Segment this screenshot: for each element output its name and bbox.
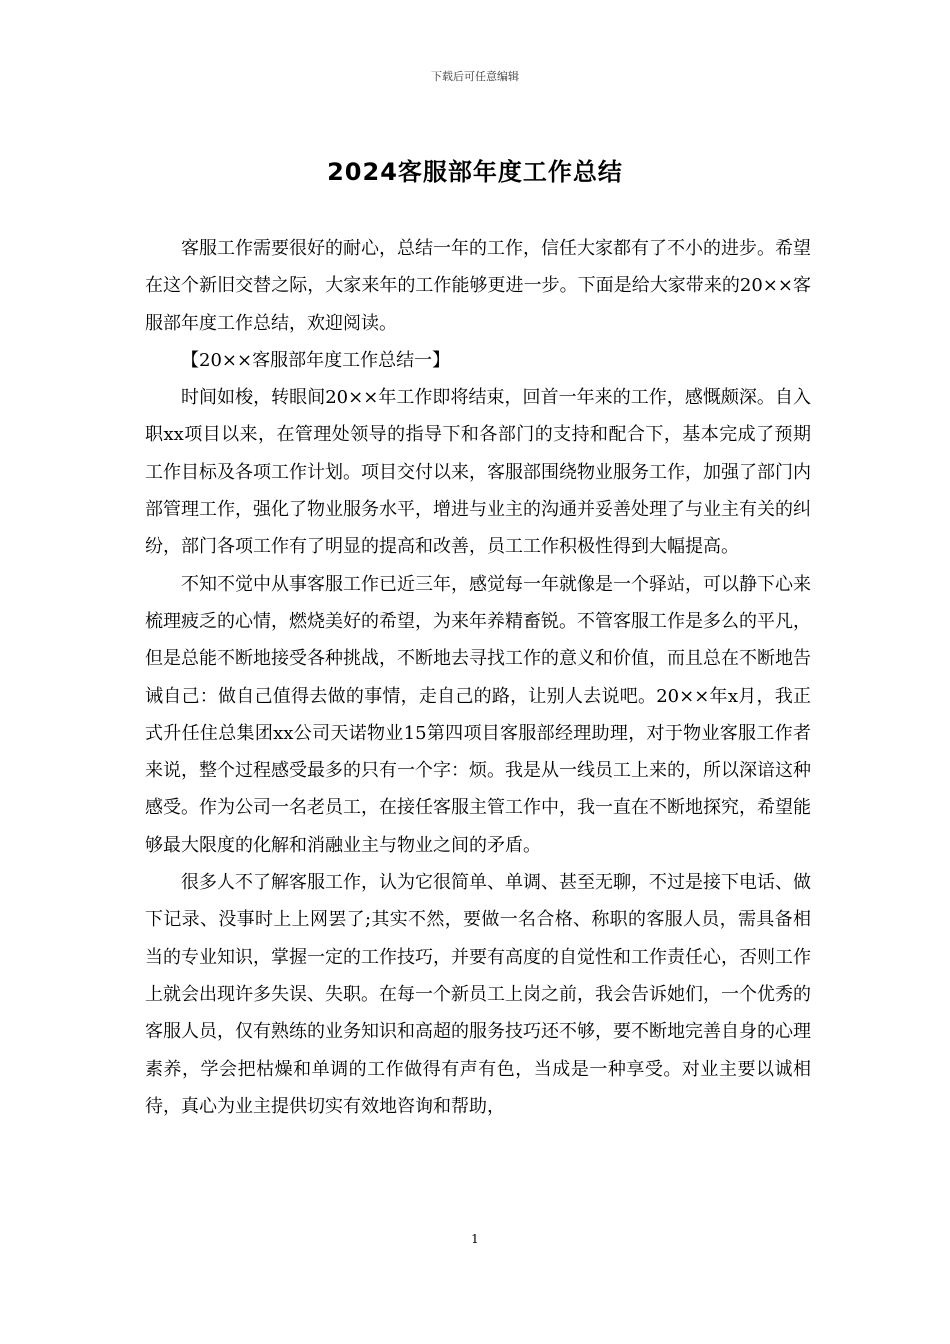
paragraph-intro: 客服工作需要很好的耐心，总结一年的工作，信任大家都有了不小的进步。希望在这个新旧交替之际，大家来年的工作能够更进一步。下面是给大家带来的20××客服部年度工作总结，欢迎阅读。 [145,238,811,334]
document-body [145,230,811,1125]
paragraph: 不知不觉中从事客服工作已近三年，感觉每一年就像是一个驿站，可以静下心来梳理疲乏的心情，燃烧美好的希望，为来年养精畜锐。不管客服工作是多么的平凡，但是总能不断地接受各种挑战，不断地去寻找工作的意义和价值，而且总在不断地告诫自己：做自己值得去做的事情，走自己的路，让别人去说吧。20××年x月，我正式升任住总集团xx公司天诺物业15第四项目客服部经理助理，对于物业客服工作者来说，整个过程感受最多的只有一个字：烦。我是从一线员工上来的，所以深谙这种感受。作为公司一名老员工，在接任客服主管工作中，我一直在不断地探究，希望能够最大限度的化解和消融业主与物业之间的矛盾。 [145,573,811,856]
paragraph: 时间如梭，转眼间20××年工作即将结束，回首一年来的工作，感慨颇深。自入职xx项目以来，在管理处领导的指导下和各部门的支持和配合下，基本完成了预期工作目标及各项工作计划。项目交付以来，客服部围绕物业服务工作，加强了部门内部管理工作，强化了物业服务水平，增进与业主的沟通并妥善处理了与业主有关的纠纷，部门各项工作有了明显的提高和改善，员工工作积极性得到大幅提高。 [145,387,811,558]
section-heading: 【20××客服部年度工作总结一】 [181,349,451,371]
paragraph: 很多人不了解客服工作，认为它很简单、单调、甚至无聊，不过是接下电话、做下记录、没事时上上网罢了;其实不然，要做一名合格、称职的客服人员，需具备相当的专业知识，掌握一定的工作技巧，并要有高度的自觉性和工作责任心，否则工作上就会出现许多失误、失职。在每一个新员工上岗之前，我会告诉她们，一个优秀的客服人员，仅有熟练的业务知识和高超的服务技巧还不够，要不断地完善自身的心理素养，学会把枯燥和单调的工作做得有声有色，当成是一种享受。对业主要以诚相待，真心为业主提供切实有效地咨询和帮助， [145,872,811,1117]
document-title: 2024客服部年度工作总结 [327,158,623,186]
page-number: 1 [471,1232,479,1246]
header-note: 下载后可任意编辑 [431,70,519,83]
